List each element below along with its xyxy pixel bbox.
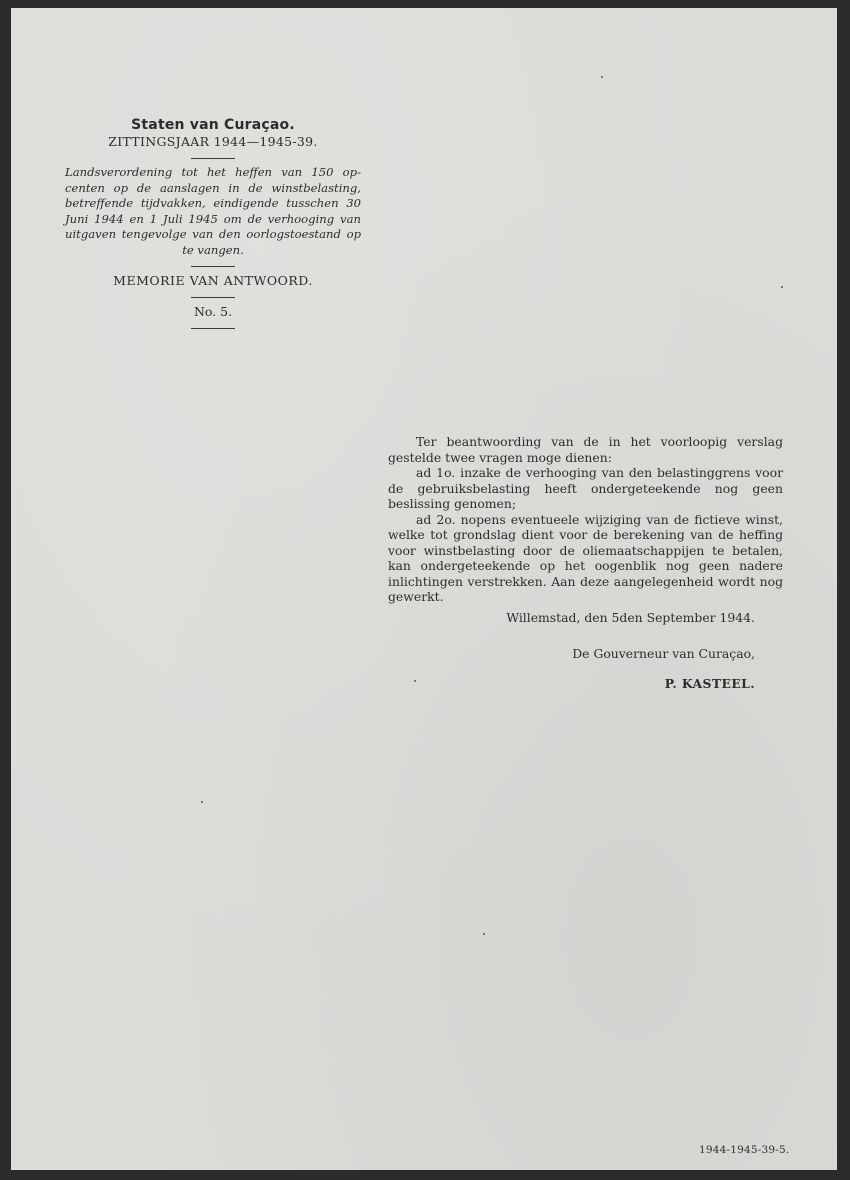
body-point-2: ad 2o. nopens eventueele wijziging van de fictieve winst, welke tot grondslag dient voor de berekening van de heffing voor winstbelasting door de oliemaatschappijen te betalen, kan ondergeteekende op het oogenblik nog geen nadere inlichtingen verstrekken. Aan deze aangelegenheid wordt nog gewerkt.	[388, 511, 783, 604]
body-text	[388, 434, 783, 605]
signer-title: De Gouverneur van Curaçao,	[572, 646, 755, 661]
signer-name: P. KASTEEL.	[664, 676, 755, 691]
document-page	[11, 8, 837, 1170]
paper-speck	[201, 801, 203, 803]
divider-rule	[191, 297, 235, 298]
ordinance-subject: Landsverordening tot het heffen van 150 opcenten op de aanslagen in de winstbelasting, betreffende tijdvakken, eindigende tusschen 30 Juni 1944 en 1 Juli 1945 om de verhooging van uitgaven tengevolge van den oorlogstoestand op te vangen.	[65, 165, 361, 257]
assembly-name: Staten van Curaçao.	[131, 117, 295, 133]
body-intro: Ter beantwoording van de in het voorloopig verslag gestelde twee vragen moge dienen:	[388, 434, 783, 465]
session-year: ZITTINGSJAAR 1944—1945-39.	[108, 134, 318, 149]
place-date: Willemstad, den 5den September 1944.	[506, 610, 755, 625]
body-point-1: ad 1o. inzake de verhooging van den belastinggrens voor de gebruiksbelasting heeft ondergeteekende nog geen beslissing genomen;	[388, 465, 783, 511]
document-header	[63, 116, 363, 335]
paper-speck	[601, 76, 603, 78]
paper-speck	[414, 680, 416, 682]
divider-rule	[191, 266, 235, 267]
document-number: No. 5.	[193, 304, 233, 319]
divider-rule	[191, 328, 235, 329]
divider-rule	[191, 158, 235, 159]
footer-reference: 1944-1945-39-5.	[699, 1144, 790, 1156]
paper-speck	[781, 286, 783, 288]
paper-speck	[483, 933, 485, 935]
document-title: MEMORIE VAN ANTWOORD.	[113, 273, 313, 288]
